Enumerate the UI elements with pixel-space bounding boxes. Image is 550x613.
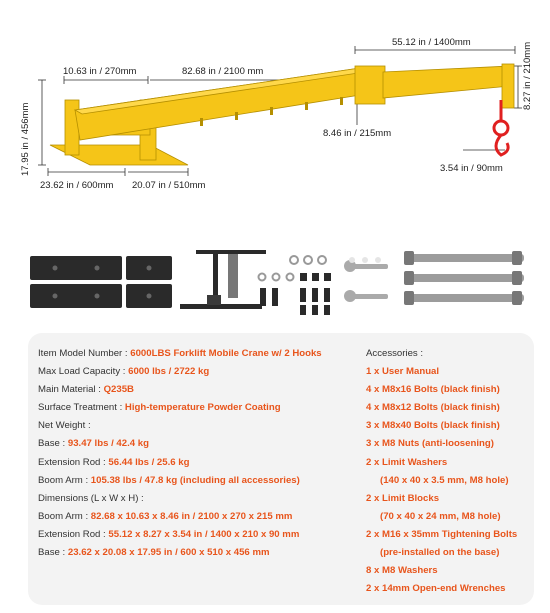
spec-value: 56.44 lbs / 25.6 kg	[108, 456, 190, 468]
spec-row	[38, 399, 322, 417]
accessory-item: 2 x 14mm Open-end Wrenches	[366, 583, 506, 595]
spec-label: Dimensions (L x W x H) :	[38, 492, 144, 504]
spec-label: Net Weight :	[38, 420, 91, 432]
tightening-bolt-icon	[180, 250, 266, 309]
spec-row	[38, 544, 322, 562]
spec-label: Extension Rod :	[38, 456, 109, 468]
spec-row	[38, 381, 322, 399]
spec-list	[38, 345, 322, 562]
accessory-item-detail: (70 x 40 x 24 mm, M8 hole)	[380, 510, 501, 522]
spec-value: 6000LBS Forklift Mobile Crane w/ 2 Hooks	[130, 348, 322, 359]
spec-value: 23.62 x 20.08 x 17.95 in / 600 x 510 x 456 mm	[67, 547, 270, 559]
spec-value: 6000 lbs / 2722 kg	[128, 366, 210, 378]
spec-row	[38, 435, 322, 453]
spec-row	[38, 417, 322, 435]
dim-total-length: 55.12 in / 1400mm	[392, 37, 471, 48]
dim-base-width: 20.07 in / 510mm	[132, 180, 206, 191]
spec-label: Base :	[38, 547, 68, 559]
spec-row	[38, 526, 322, 544]
spec-row	[38, 508, 322, 526]
spec-value: Q235B	[103, 384, 134, 396]
spec-label: Boom Arm :	[38, 474, 91, 486]
extension-rod-icon	[406, 254, 524, 302]
spec-row	[38, 490, 322, 508]
spec-value: 82.68 x 10.63 x 8.46 in / 2100 x 270 x 215 mm	[90, 510, 293, 522]
spec-label: Main Material :	[38, 384, 104, 396]
accessories-title: Accessories :	[366, 348, 424, 359]
spec-row	[38, 454, 322, 472]
spec-label: Boom Arm :	[38, 510, 91, 522]
spec-row	[38, 472, 322, 490]
spec-label: Item Model Number :	[38, 348, 131, 359]
dim-arm-width: 10.63 in / 270mm	[63, 66, 137, 77]
accessories-list	[366, 345, 517, 598]
spec-row	[38, 345, 322, 363]
spec-value: 93.47 lbs / 42.4 kg	[67, 438, 149, 450]
bolt-icon	[260, 273, 331, 315]
parts-illustration	[0, 240, 550, 320]
accessory-item: 4 x M8x16 Bolts (black finish)	[366, 384, 500, 396]
spec-label: Extension Rod :	[38, 528, 109, 540]
limit-block-icon	[126, 256, 172, 308]
wrench-icon	[344, 260, 388, 302]
dim-base-height: 17.95 in / 456mm	[20, 102, 31, 176]
spec-row	[38, 363, 322, 381]
accessory-item: 3 x M8x40 Bolts (black finish)	[366, 420, 500, 432]
accessory-item: 2 x Limit Blocks	[366, 492, 440, 504]
dim-hook-height: 8.27 in / 210mm	[522, 41, 533, 110]
accessory-item-detail: (pre-installed on the base)	[380, 547, 500, 559]
spec-value: 105.38 lbs / 47.8 kg (including all accessories)	[90, 474, 300, 486]
spec-label: Max Load Capacity :	[38, 366, 129, 378]
accessory-item: 2 x M16 x 35mm Tightening Bolts	[366, 528, 518, 540]
dim-arm-height: 8.46 in / 215mm	[323, 128, 392, 139]
accessory-item: 2 x Limit Washers	[366, 456, 448, 468]
limit-washer-icon	[30, 256, 122, 308]
accessory-item: 3 x M8 Nuts (anti-loosening)	[366, 438, 494, 450]
accessory-item: 1 x User Manual	[366, 366, 440, 378]
spec-value: High-temperature Powder Coating	[124, 402, 281, 414]
spec-label: Surface Treatment :	[38, 402, 125, 414]
spec-label: Base :	[38, 438, 68, 450]
spec-card	[28, 333, 534, 605]
spec-value: 55.12 x 8.27 x 3.54 in / 1400 x 210 x 90 mm	[108, 528, 300, 540]
crane-extension	[383, 64, 514, 108]
dim-hook-offset: 3.54 in / 90mm	[440, 163, 503, 174]
accessory-item-detail: (140 x 40 x 3.5 mm, M8 hole)	[380, 474, 509, 486]
accessory-item: 4 x M8x12 Bolts (black finish)	[366, 402, 500, 414]
accessory-item: 8 x M8 Washers	[366, 565, 438, 577]
dim-base-length: 23.62 in / 600mm	[40, 180, 114, 191]
crane-illustration	[0, 0, 550, 240]
dim-boom-length: 82.68 in / 2100 mm	[182, 66, 264, 77]
